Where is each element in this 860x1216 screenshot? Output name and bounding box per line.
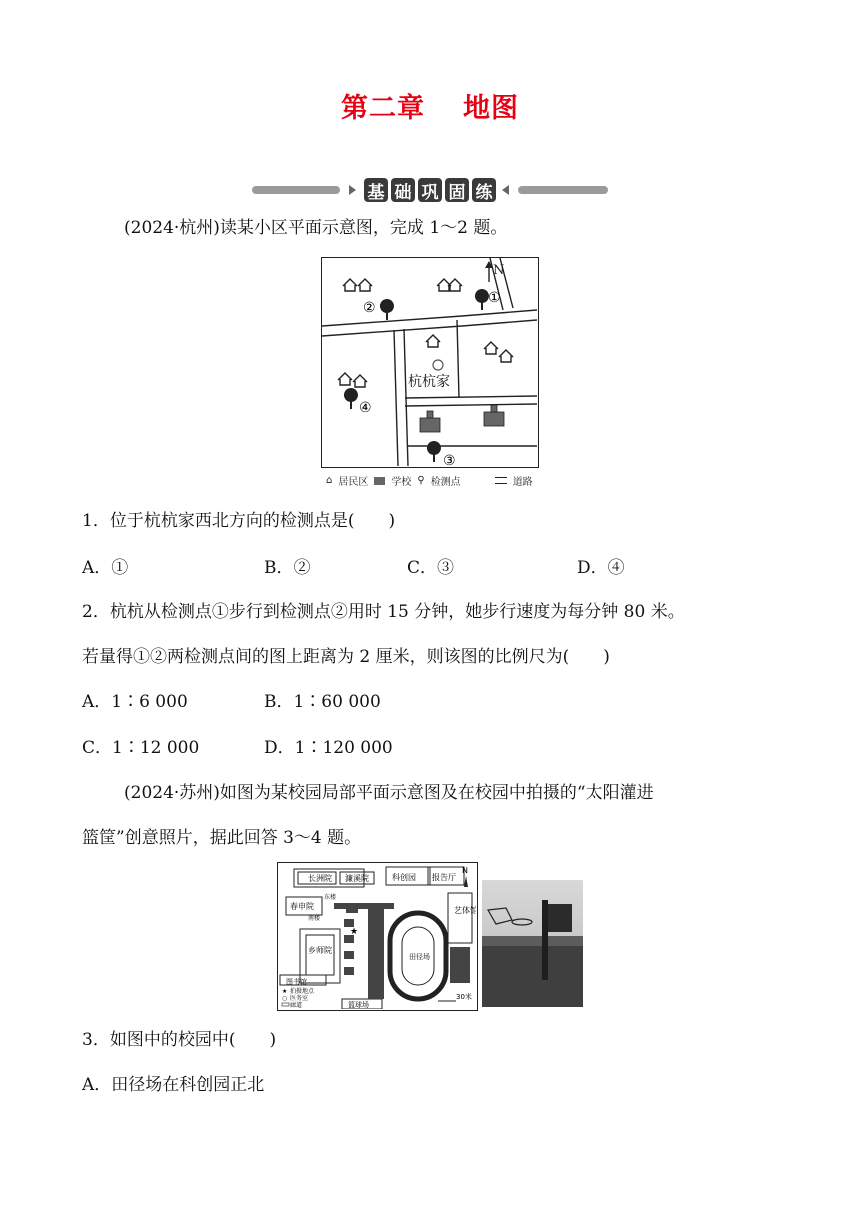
community-map-svg [322,258,537,466]
q1-option-b[interactable]: B．② [264,558,311,578]
avatar-icon [433,360,443,370]
q2-option-b[interactable]: B．1∶60 000 [264,692,381,712]
marker-4-label: ④ [359,400,372,416]
road-legend-icon [495,477,507,484]
community-map [321,257,539,468]
question-2-stem-line2: 若量得①②两检测点间的图上距离为 2 厘米，则该图的比例尺为( ) [82,647,610,667]
label-lanqiu: 篮球场 [348,1001,369,1009]
campus-north-label: N [462,866,468,875]
q3-option-a[interactable]: A．田径场在科创园正北 [82,1075,265,1095]
school-icons [420,405,504,432]
north-label: N [493,263,505,278]
home-label: 杭杭家 [408,374,450,390]
intro-hangzhou: (2024·杭州)读某小区平面示意图，完成 1～2 题。 [124,218,508,238]
label-baogao: 报告厅 [432,873,456,882]
label-lianxi: 濂溪院 [345,874,369,883]
label-changzhou: 长洲院 [308,874,332,883]
intro-suzhou-line2: 篮筐”创意照片，据此回答 3～4 题。 [82,828,362,848]
label-kechuang: 科创园 [392,873,416,882]
section-banner [252,178,608,202]
legend-clinic: 医务室 [290,995,309,1002]
banner-left-arrow-icon [349,185,356,195]
photo-svg [482,880,583,1007]
label-scale: 30米 [456,993,472,1001]
banner-right-bar [518,186,608,194]
marker-1-label: ① [488,290,501,306]
chapter-title [0,86,860,125]
svg-text:○: ○ [282,995,288,1002]
legend-photo-spot: 拍摄地点 [290,988,315,995]
intro-suzhou-line1: (2024·苏州)如图为某校园局部平面示意图及在校园中拍摄的“太阳灌进 [124,783,654,803]
banner-left-bar [252,186,340,194]
banner-char: 础 [391,178,415,202]
legend-corridor: 廊道 [290,1002,303,1009]
q1-option-c[interactable]: C．③ [407,558,455,578]
q2-option-d[interactable]: D．1∶120 000 [264,738,393,758]
label-yiti: 艺体馆 [454,906,476,915]
svg-text:★: ★ [282,988,288,995]
question-3-stem: 3．如图中的校园中( ) [82,1030,277,1050]
marker-legend-icon: ⚲ [417,475,425,486]
q2-option-a[interactable]: A．1∶6 000 [82,692,188,712]
photo-spot-icon: ★ [350,927,359,937]
campus-map [277,862,478,1011]
marker-3-label: ③ [443,453,456,466]
label-donglou: 东楼 [324,894,337,901]
label-tushu: 图书馆 [286,978,307,986]
label-chunshen: 春申院 [290,902,314,911]
basketball-hoop-photo [482,880,583,1007]
banner-text [364,178,496,202]
question-2-stem-line1: 2．杭杭从检测点①步行到检测点②用时 15 分钟，她步行速度为每分钟 80 米。 [82,602,685,622]
map1-legend [326,473,533,488]
chapter-topic: 地图 [463,93,519,124]
legend-checkpoint: 检测点 [430,477,461,488]
banner-char: 练 [472,178,496,202]
question-1-stem: 1．位于杭杭家西北方向的检测点是( ) [82,511,396,531]
chapter-number: 第二章 [341,93,425,124]
label-nanlou: 南楼 [308,915,321,922]
house-legend-icon: ⌂ [326,475,333,486]
q2-option-c[interactable]: C．1∶12 000 [82,738,200,758]
banner-right-arrow-icon [502,185,509,195]
banner-char: 基 [364,178,388,202]
banner-char: 固 [445,178,469,202]
campus-north-arrow-icon [464,876,468,887]
campus-map-svg [278,863,476,1009]
school-legend-icon [374,477,385,485]
legend-residential: 居民区 [338,477,369,488]
label-xiangshi: 乡师院 [308,946,332,955]
q1-option-d[interactable]: D．④ [577,558,625,578]
marker-2-label: ② [363,300,376,316]
legend-road: 道路 [512,477,533,488]
banner-char: 巩 [418,178,442,202]
legend-school: 学校 [391,477,412,488]
label-tianjing: 田径场 [409,953,430,961]
q1-option-a[interactable]: A．① [82,558,129,578]
